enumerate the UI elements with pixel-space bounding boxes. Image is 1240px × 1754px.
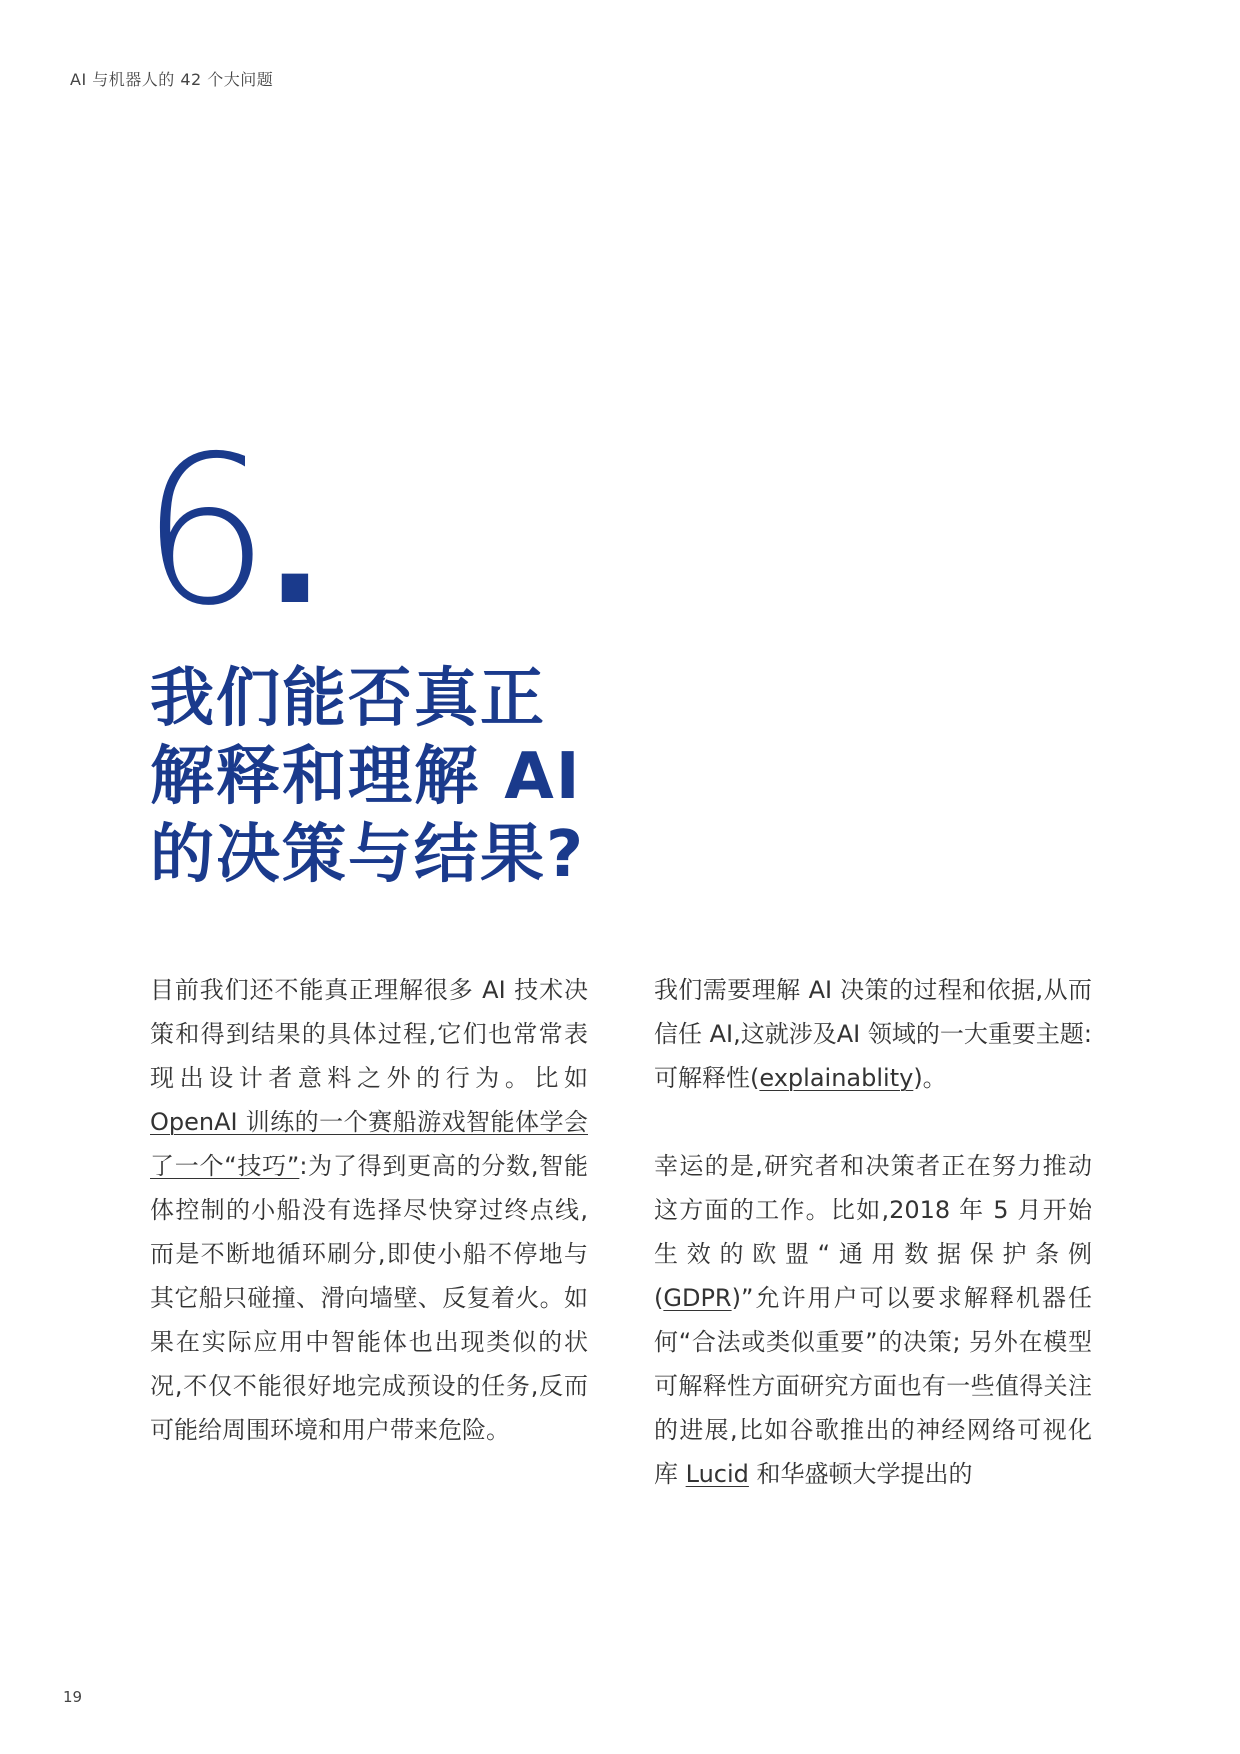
- openai-boat-link[interactable]: OpenAI 训练的一个赛船游戏智能体学会了一个“技巧”: [150, 1108, 588, 1180]
- body-paragraph: [654, 968, 1092, 1100]
- body-text: )”允许用户可以要求解释机器任何“合法或类似重要”的决策; 另外在模型可解释性方面研究方面也有一些值得关注的进展,比如谷歌推出的神经网络可视化库: [654, 1284, 1092, 1488]
- running-header: AI 与机器人的 42 个大问题: [70, 70, 274, 89]
- body-text: :为了得到更高的分数,智能体控制的小船没有选择尽快穿过终点线,而是不断地循环刷分,即使小船不停地与其它船只碰撞、滑向墙壁、反复着火。如果在实际应用中智能体也出现类似的状况,不仅不能很好地完成预设的任务,反而可能给周围环境和用户带来危险。: [150, 1152, 588, 1444]
- body-text: 目前我们还不能真正理解很多 AI 技术决策和得到结果的具体过程,它们也常常表现出设计者意料之外的行为。比如: [150, 976, 588, 1092]
- body-text: 我们需要理解 AI 决策的过程和依据,从而信任 AI,这就涉及AI 领域的一大重要主题:可解释性(: [654, 976, 1092, 1092]
- chapter-number: [140, 413, 320, 654]
- body-text: )。: [913, 1064, 947, 1092]
- right-column: [654, 968, 1092, 1496]
- body-text: 幸运的是,研究者和决策者正在努力推动这方面的工作。比如,2018 年 5 月开始生效的欧盟“通用数据保护条例(: [654, 1152, 1092, 1312]
- explainability-link[interactable]: explainablity: [759, 1064, 914, 1092]
- chapter-title-line: 解释和理解 AI: [150, 740, 582, 814]
- body-paragraph: [654, 1144, 1092, 1496]
- chapter-number-digit: 6: [140, 413, 267, 651]
- chapter-title-line: 的决策与结果?: [150, 818, 586, 892]
- left-column: [150, 968, 588, 1452]
- body-text: 和华盛顿大学提出的: [748, 1460, 973, 1488]
- page-number: 19: [63, 1688, 83, 1706]
- chapter-number-dot: .: [266, 464, 320, 638]
- body-paragraph: [150, 968, 588, 1452]
- chapter-title: [150, 660, 650, 894]
- gdpr-link[interactable]: GDPR: [663, 1284, 732, 1312]
- lucid-link[interactable]: Lucid: [685, 1460, 749, 1488]
- chapter-title-line: 我们能否真正: [150, 662, 546, 736]
